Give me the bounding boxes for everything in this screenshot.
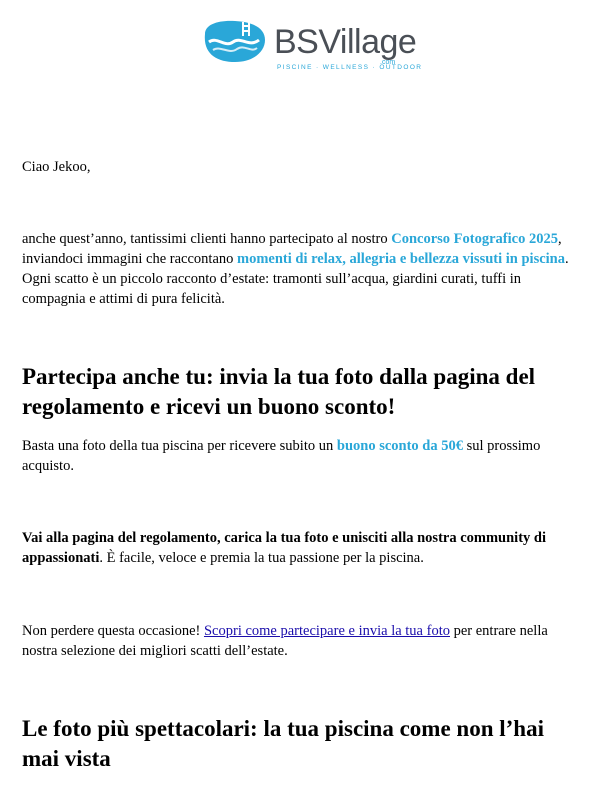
contest-highlight: Concorso Fotografico 2025 bbox=[391, 231, 558, 247]
reminder-text-1: Non perdere questa occasione! bbox=[22, 623, 204, 639]
logo-domain: .com bbox=[380, 59, 396, 66]
offer-text-1: Basta una foto della tua piscina per ricevere subito un bbox=[22, 438, 337, 454]
moments-highlight: momenti di relax, allegria e bellezza vissuti in piscina bbox=[237, 251, 565, 267]
cta-bold-text: Vai alla pagina del regolamento, carica la tua foto e unisciti alla nostra community di appassionati bbox=[22, 530, 547, 566]
cta-text-rest: . È facile, veloce e premia la tua passione per la piscina. bbox=[99, 550, 424, 566]
reminder-text-2: per entrare nella nostra selezione dei migliori scatti dell’estate. bbox=[22, 623, 548, 659]
logo-tagline: PISCINE · WELLNESS · OUTDOOR bbox=[277, 64, 423, 71]
logo-wordmark: BSVillage bbox=[274, 23, 417, 61]
offer-paragraph bbox=[22, 436, 578, 476]
reminder-paragraph bbox=[22, 621, 578, 661]
offer-text-2: sul prossimo acquisto. bbox=[22, 438, 541, 474]
heading-participate: Partecipa anche tu: invia la tua foto dalla pagina del regolamento e ricevi un buono sconto! bbox=[22, 364, 536, 419]
greeting-text: Ciao Jekoo, bbox=[22, 159, 91, 175]
intro-text-3: . Ogni scatto è un piccolo racconto d’estate: tramonti sull’acqua, giardini curati, tuffi in compagnia e attimi di pura felicità. bbox=[22, 251, 569, 307]
intro-text-2: , inviandoci immagini che raccontano bbox=[22, 231, 562, 267]
cta-paragraph bbox=[22, 528, 578, 568]
participate-link[interactable]: Scopri come partecipare e invia la tua foto bbox=[203, 623, 450, 639]
section-heading-photos bbox=[22, 714, 578, 774]
intro-paragraph bbox=[22, 229, 578, 309]
greeting bbox=[22, 157, 578, 177]
heading-photos: Le foto più spettacolari: la tua piscina come non l’hai mai vista bbox=[22, 716, 544, 771]
section-heading-participate bbox=[22, 362, 578, 422]
pool-logo-icon bbox=[199, 18, 269, 64]
voucher-highlight: buono sconto da 50€ bbox=[336, 438, 463, 454]
intro-text-1: anche quest’anno, tantissimi clienti hanno partecipato al nostro bbox=[22, 231, 392, 247]
bsvillage-logo[interactable] bbox=[199, 18, 423, 74]
